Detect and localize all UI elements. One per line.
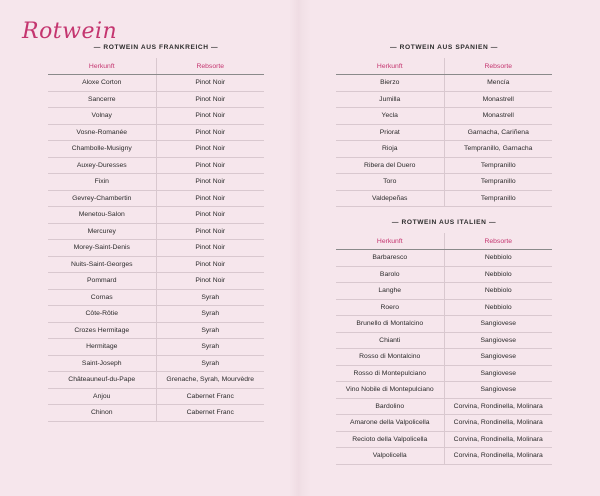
rebsorte-cell: Pinot Noir [156, 108, 264, 125]
table-row [336, 108, 552, 125]
table-row [336, 332, 552, 349]
table-row [336, 415, 552, 432]
herkunft-cell: Brunello di Montalcino [336, 316, 444, 333]
herkunft-cell: Châteauneuf-du-Pape [48, 372, 156, 389]
table-row [336, 157, 552, 174]
rebsorte-cell: Sangiovese [444, 365, 552, 382]
table-row [48, 124, 264, 141]
rebsorte-cell: Nebbiolo [444, 250, 552, 267]
table-row [48, 388, 264, 405]
rebsorte-cell: Pinot Noir [156, 223, 264, 240]
herkunft-cell: Mercurey [48, 223, 156, 240]
page-title: Rotwein [22, 19, 118, 44]
table-row [336, 299, 552, 316]
table-row [48, 256, 264, 273]
rebsorte-cell: Corvina, Rondinella, Molinara [444, 448, 552, 465]
rebsorte-cell: Nebbiolo [444, 266, 552, 283]
table-row [336, 349, 552, 366]
rebsorte-cell: Syrah [156, 339, 264, 356]
table-row [336, 75, 552, 92]
column-header-rebsorte: Rebsorte [444, 233, 552, 250]
rebsorte-cell: Syrah [156, 355, 264, 372]
rebsorte-cell: Tempranillo, Garnacha [444, 141, 552, 158]
table-row [48, 108, 264, 125]
herkunft-cell: Morey-Saint-Denis [48, 240, 156, 257]
table-row [48, 339, 264, 356]
table-row [48, 372, 264, 389]
herkunft-cell: Jumilla [336, 91, 444, 108]
rebsorte-cell: Corvina, Rondinella, Molinara [444, 398, 552, 415]
rebsorte-cell: Syrah [156, 322, 264, 339]
rebsorte-cell: Tempranillo [444, 157, 552, 174]
rebsorte-cell: Sangiovese [444, 332, 552, 349]
table-row [336, 283, 552, 300]
herkunft-cell: Bierzo [336, 75, 444, 92]
table-row [48, 405, 264, 422]
herkunft-cell: Recioto della Valpolicella [336, 431, 444, 448]
table-row [336, 448, 552, 465]
table-row [48, 141, 264, 158]
herkunft-cell: Sancerre [48, 91, 156, 108]
herkunft-cell: Priorat [336, 124, 444, 141]
herkunft-cell: Yecla [336, 108, 444, 125]
rebsorte-cell: Garnacha, Cariñena [444, 124, 552, 141]
herkunft-cell: Cornas [48, 289, 156, 306]
column-header-herkunft: Herkunft [48, 58, 156, 75]
table-row [336, 266, 552, 283]
rebsorte-cell: Pinot Noir [156, 207, 264, 224]
column-header-herkunft: Herkunft [336, 233, 444, 250]
table-row [48, 157, 264, 174]
rebsorte-cell: Tempranillo [444, 174, 552, 191]
herkunft-cell: Rosso di Montalcino [336, 349, 444, 366]
rebsorte-cell: Nebbiolo [444, 299, 552, 316]
rebsorte-cell: Pinot Noir [156, 75, 264, 92]
herkunft-cell: Hermitage [48, 339, 156, 356]
table-row [48, 289, 264, 306]
rebsorte-cell: Cabernet Franc [156, 405, 264, 422]
table-row [336, 382, 552, 399]
table-row [336, 365, 552, 382]
rebsorte-cell: Tempranillo [444, 190, 552, 207]
rebsorte-cell: Nebbiolo [444, 283, 552, 300]
herkunft-cell: Valdepeñas [336, 190, 444, 207]
rebsorte-cell: Pinot Noir [156, 124, 264, 141]
section-title-frankreich: — ROTWEIN AUS FRANKREICH — [93, 44, 219, 51]
table-spanien [336, 58, 552, 207]
table-row [48, 207, 264, 224]
table-row [48, 91, 264, 108]
table-frankreich [48, 58, 264, 422]
table-row [336, 174, 552, 191]
table-row [48, 174, 264, 191]
herkunft-cell: Gevrey-Chambertin [48, 190, 156, 207]
rebsorte-cell: Cabernet Franc [156, 388, 264, 405]
rebsorte-cell: Pinot Noir [156, 174, 264, 191]
herkunft-cell: Rioja [336, 141, 444, 158]
herkunft-cell: Crozes Hermitage [48, 322, 156, 339]
herkunft-cell: Rosso di Montepulciano [336, 365, 444, 382]
table-row [336, 91, 552, 108]
herkunft-cell: Langhe [336, 283, 444, 300]
table-row [48, 190, 264, 207]
herkunft-cell: Pommard [48, 273, 156, 290]
table-row [336, 190, 552, 207]
table-italien [336, 233, 552, 465]
herkunft-cell: Chianti [336, 332, 444, 349]
herkunft-cell: Nuits-Saint-Georges [48, 256, 156, 273]
rebsorte-cell: Syrah [156, 289, 264, 306]
rebsorte-cell: Pinot Noir [156, 141, 264, 158]
table-row [336, 431, 552, 448]
rebsorte-cell: Monastrell [444, 108, 552, 125]
herkunft-cell: Fixin [48, 174, 156, 191]
column-header-rebsorte: Rebsorte [444, 58, 552, 75]
herkunft-cell: Valpolicella [336, 448, 444, 465]
herkunft-cell: Barbaresco [336, 250, 444, 267]
table-row [336, 141, 552, 158]
table-row [48, 273, 264, 290]
rebsorte-cell: Pinot Noir [156, 190, 264, 207]
table-row [336, 316, 552, 333]
table-row [336, 398, 552, 415]
rebsorte-cell: Grenache, Syrah, Mourvèdre [156, 372, 264, 389]
rebsorte-cell: Pinot Noir [156, 256, 264, 273]
rebsorte-cell: Sangiovese [444, 382, 552, 399]
rebsorte-cell: Pinot Noir [156, 273, 264, 290]
herkunft-cell: Bardolino [336, 398, 444, 415]
rebsorte-cell: Sangiovese [444, 316, 552, 333]
herkunft-cell: Vosne-Romanée [48, 124, 156, 141]
rebsorte-cell: Pinot Noir [156, 240, 264, 257]
herkunft-cell: Chambolle-Musigny [48, 141, 156, 158]
herkunft-cell: Barolo [336, 266, 444, 283]
herkunft-cell: Toro [336, 174, 444, 191]
table-row [48, 322, 264, 339]
herkunft-cell: Saint-Joseph [48, 355, 156, 372]
section-title-italien: — ROTWEIN AUS ITALIEN — [391, 219, 497, 226]
rebsorte-cell: Pinot Noir [156, 157, 264, 174]
herkunft-cell: Anjou [48, 388, 156, 405]
herkunft-cell: Menetou-Salon [48, 207, 156, 224]
column-header-herkunft: Herkunft [336, 58, 444, 75]
table-row [48, 306, 264, 323]
herkunft-cell: Amarone della Valpolicella [336, 415, 444, 432]
table-row [336, 124, 552, 141]
rebsorte-cell: Monastrell [444, 91, 552, 108]
herkunft-cell: Aloxe Corton [48, 75, 156, 92]
rebsorte-cell: Corvina, Rondinella, Molinara [444, 431, 552, 448]
rebsorte-cell: Sangiovese [444, 349, 552, 366]
column-header-rebsorte: Rebsorte [156, 58, 264, 75]
rebsorte-cell: Syrah [156, 306, 264, 323]
table-row [336, 250, 552, 267]
table-row [48, 355, 264, 372]
herkunft-cell: Côte-Rôtie [48, 306, 156, 323]
book-gutter [289, 0, 311, 496]
table-row [48, 75, 264, 92]
herkunft-cell: Chinon [48, 405, 156, 422]
rebsorte-cell: Mencía [444, 75, 552, 92]
herkunft-cell: Volnay [48, 108, 156, 125]
herkunft-cell: Vino Nobile di Montepulciano [336, 382, 444, 399]
rebsorte-cell: Pinot Noir [156, 91, 264, 108]
table-row [48, 240, 264, 257]
herkunft-cell: Auxey-Duresses [48, 157, 156, 174]
section-title-spanien: — ROTWEIN AUS SPANIEN — [390, 44, 498, 51]
table-row [48, 223, 264, 240]
rebsorte-cell: Corvina, Rondinella, Molinara [444, 415, 552, 432]
herkunft-cell: Ribera del Duero [336, 157, 444, 174]
herkunft-cell: Roero [336, 299, 444, 316]
